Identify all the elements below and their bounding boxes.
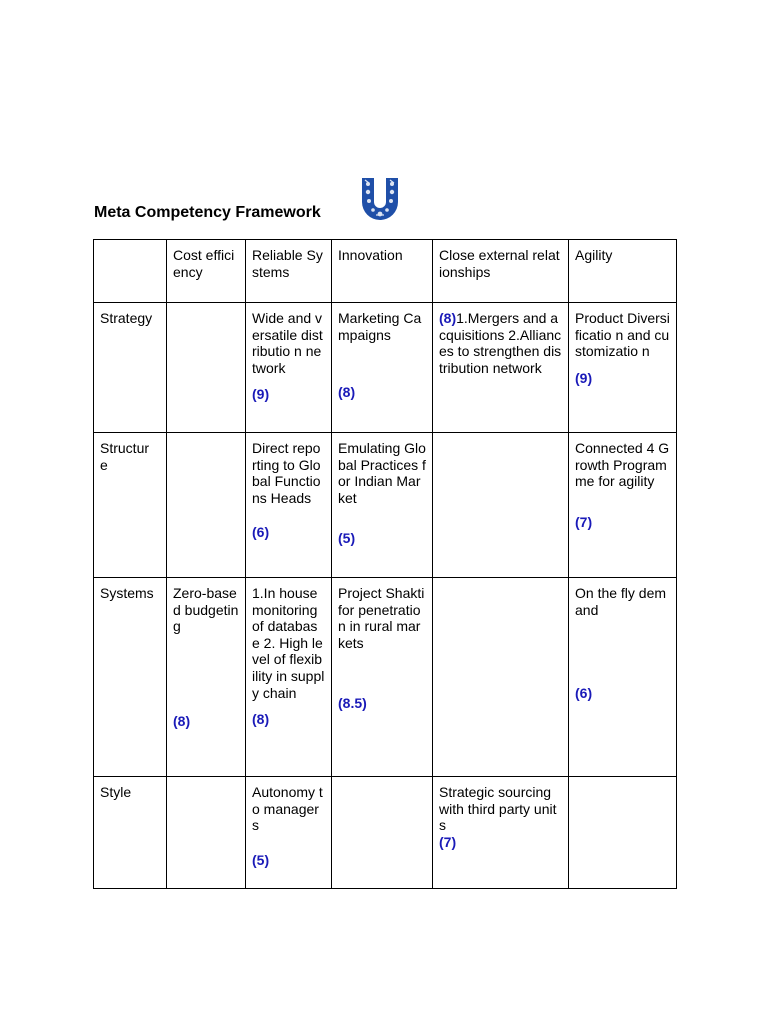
header-cell xyxy=(94,240,167,303)
cell-text: Connected 4 Growth Programme for agility xyxy=(575,440,670,490)
rating-score: (8.5) xyxy=(338,695,367,712)
table-row xyxy=(94,433,677,578)
row-label: Strategy xyxy=(94,303,167,433)
table-cell xyxy=(569,777,677,889)
table-cell xyxy=(433,433,569,578)
table-row xyxy=(94,303,677,433)
table-cell xyxy=(569,578,677,777)
row-label: Structur e xyxy=(94,433,167,578)
table-cell xyxy=(167,433,246,578)
page-title: Meta Competency Framework xyxy=(94,204,321,221)
table-cell xyxy=(332,578,433,777)
rating-score: (9) xyxy=(575,369,593,386)
cell-text: Project Shakti for penetration in rural markets xyxy=(338,585,425,651)
rating-score: (5) xyxy=(252,851,270,868)
cell-text: 1.In house monitoring of database 2. High level of flexibility in supply chain xyxy=(252,585,325,701)
table-cell xyxy=(433,578,569,777)
header-cell: Close external relationships xyxy=(433,240,569,303)
rating-score: (7) xyxy=(575,513,593,530)
table-cell xyxy=(433,777,569,889)
cell-text: Marketing Campaigns xyxy=(338,310,422,343)
rating-score: (8) xyxy=(252,711,270,728)
rating-score: (6) xyxy=(575,685,593,702)
row-label: Systems xyxy=(94,578,167,777)
cell-text: Strategic sourcing with third party units xyxy=(439,784,557,834)
table-cell xyxy=(433,303,569,433)
row-label: Style xyxy=(94,777,167,889)
rating-score: (6) xyxy=(252,524,270,541)
table-cell xyxy=(167,303,246,433)
table-cell xyxy=(167,777,246,889)
cell-text: 1.Mergers and acquisitions 2.Alliances to strengthen distribution network xyxy=(439,310,562,376)
cell-text: Zero-based budgetin g xyxy=(173,585,239,635)
table-cell xyxy=(332,433,433,578)
competency-table xyxy=(93,239,677,889)
header-cell: Innovation xyxy=(332,240,433,303)
table-cell xyxy=(569,303,677,433)
table-row xyxy=(94,578,677,777)
cell-text: Emulating Global Practices for Indian Market xyxy=(338,440,426,506)
table-cell xyxy=(246,777,332,889)
rating-score: (8) xyxy=(338,384,356,401)
rating-score: (9) xyxy=(252,386,270,403)
table-cell xyxy=(246,303,332,433)
table-cell xyxy=(332,777,433,889)
table-cell xyxy=(246,578,332,777)
cell-text: Wide and versatile distributio n network xyxy=(252,310,323,376)
header-cell: Cost efficiency xyxy=(167,240,246,303)
rating-score: (8) xyxy=(173,712,191,729)
rating-score: (7) xyxy=(439,833,457,850)
table-cell xyxy=(167,578,246,777)
table-row xyxy=(94,777,677,889)
table-cell xyxy=(569,433,677,578)
header-cell: Reliable Systems xyxy=(246,240,332,303)
rating-score: (8) xyxy=(439,310,457,326)
header-cell: Agility xyxy=(569,240,677,303)
table-header-row xyxy=(94,240,677,303)
cell-text: Autonomy to managers xyxy=(252,784,323,834)
cell-text: Direct reporting to Global Functions Heads xyxy=(252,440,321,506)
table-cell xyxy=(332,303,433,433)
table-cell xyxy=(246,433,332,578)
cell-text: Product Diversificatio n and customizatio n xyxy=(575,310,670,360)
rating-score: (5) xyxy=(338,530,356,547)
cell-text: On the fly demand xyxy=(575,585,667,618)
unilever-logo-icon xyxy=(356,174,404,222)
